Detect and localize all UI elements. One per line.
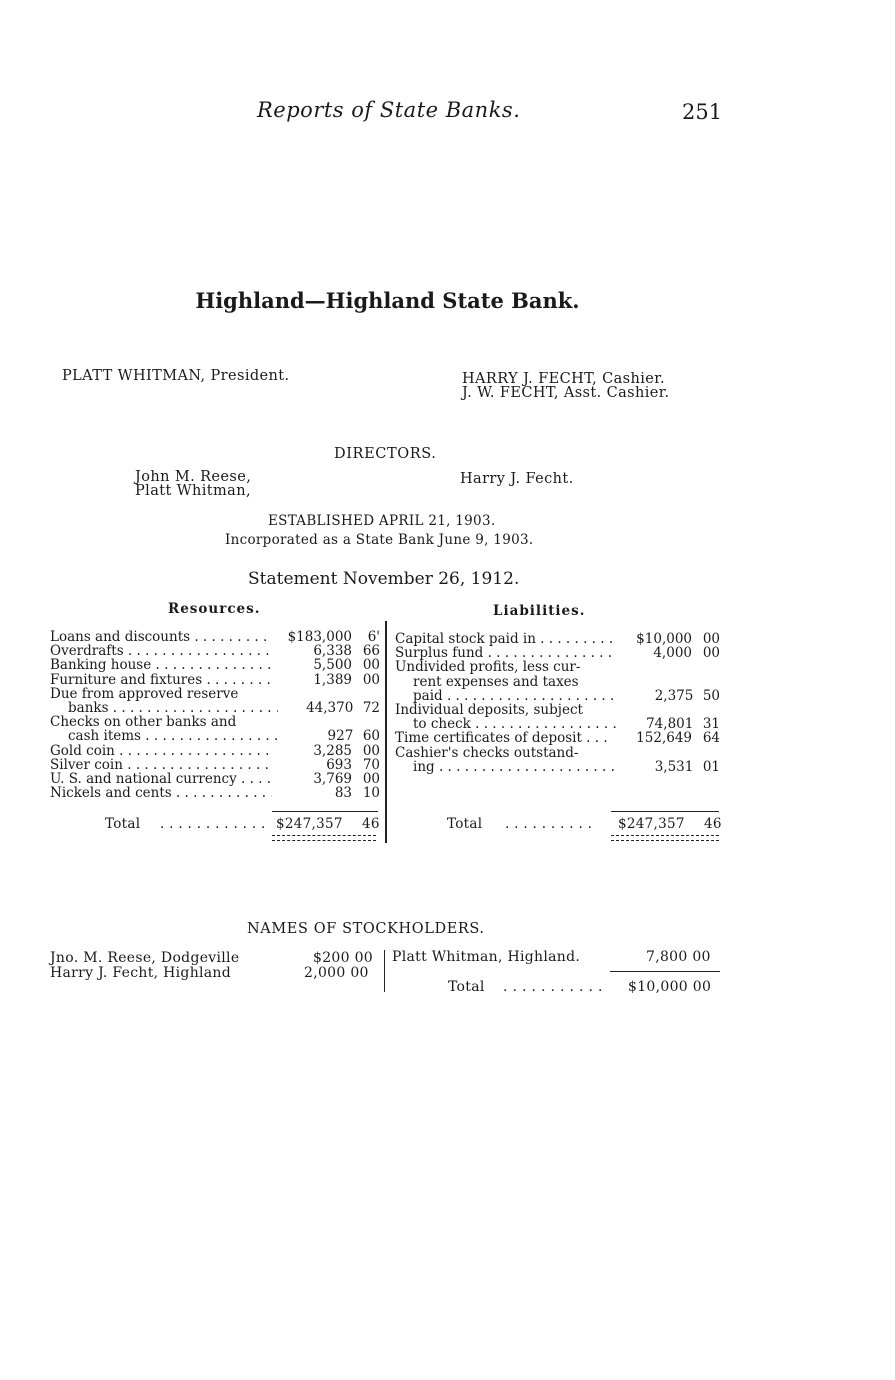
stockholder-amount: $200 00 (313, 950, 373, 966)
row-label: Cashier's checks outstand- (395, 745, 579, 760)
row-label: paid . . . (395, 689, 618, 703)
table-row (50, 786, 380, 800)
row-label: Nickels and cents . . . (50, 786, 272, 800)
row-label: U. S. and national currency . . . (50, 772, 272, 786)
row-cents: 00 (362, 742, 380, 759)
statement-title: Statement November 26, 1912. (248, 569, 520, 589)
row-label: rent expenses and taxes (413, 674, 579, 689)
director-name: Harry J. Fecht. (460, 471, 574, 487)
director-name: John M. Reese, (135, 469, 252, 485)
liabilities-total-cents: 46 (704, 816, 722, 832)
stock-divider (384, 950, 385, 992)
row-cents: 60 (362, 728, 380, 745)
table-row (395, 731, 720, 745)
row-cents: 00 (702, 631, 720, 647)
row-label: Checks on other banks and (50, 715, 237, 730)
row-dollars: 693 (326, 756, 352, 773)
table-row (50, 658, 380, 672)
total-rule (272, 811, 378, 812)
president-line: PLATT WHITMAN, President. (62, 368, 290, 384)
cashier-line: HARRY J. FECHT, Cashier. (462, 371, 666, 387)
row-dollars: 83 (334, 785, 352, 802)
row-dollars: 1,389 (313, 671, 352, 688)
table-row (395, 660, 720, 674)
row-cents: 64 (702, 730, 720, 747)
table-row (50, 729, 380, 743)
leader-dots: . . . . . . . . . . (505, 816, 593, 832)
table-row (50, 744, 380, 758)
table-row (395, 760, 720, 774)
row-label: Gold coin . . . (50, 744, 272, 758)
row-dollars: $183,000 (287, 629, 352, 645)
leader-dots: . . . . . . . . . . . (503, 979, 603, 995)
row-label: Undivided profits, less cur- (395, 660, 581, 675)
stockholder-amount: 7,800 00 (646, 949, 711, 965)
row-cents: 70 (362, 756, 380, 773)
row-label: Loans and discounts . . . (50, 630, 272, 644)
bank-title: Highland—Highland State Bank. (195, 288, 580, 313)
row-label: cash items . . . (50, 729, 278, 743)
row-label: Individual deposits, subject (395, 703, 583, 718)
row-cents: 01 (702, 758, 720, 775)
table-row (50, 701, 380, 715)
table-row (395, 717, 720, 731)
liabilities-total-dollars: $247,357 (618, 816, 685, 832)
row-dollars: 927 (327, 728, 354, 745)
table-row (50, 673, 380, 687)
row-dollars: 3,531 (654, 758, 694, 775)
resources-total-cents: 46 (362, 816, 380, 832)
double-rule (272, 835, 376, 841)
column-divider (385, 621, 387, 843)
stockholder-name: Jno. M. Reese, Dodgeville (50, 950, 240, 966)
table-row (395, 675, 720, 689)
table-row (395, 646, 720, 660)
stockholder-name: Harry J. Fecht, Highland (50, 965, 232, 981)
running-title: Reports of State Banks. (257, 98, 521, 122)
resources-total-dollars: $247,357 (276, 816, 343, 832)
row-dollars: $10,000 (636, 631, 692, 647)
incorporated-line: Incorporated as a State Bank June 9, 1903. (225, 532, 534, 548)
table-row (50, 758, 380, 772)
established-line: ESTABLISHED APRIL 21, 1903. (268, 513, 496, 529)
directors-heading: DIRECTORS. (334, 446, 437, 462)
row-dollars: 4,000 (653, 645, 692, 662)
row-label: banks . . . (50, 701, 278, 715)
row-dollars: 3,285 (313, 742, 352, 759)
row-label: to check . . . (395, 717, 618, 731)
row-cents: 72 (362, 700, 380, 717)
table-row (395, 746, 720, 760)
row-dollars: 74,801 (646, 716, 694, 733)
row-label: ing . . . (395, 760, 618, 774)
row-cents: 00 (362, 657, 380, 674)
director-name: Platt Whitman, (135, 483, 251, 499)
row-cents: 50 (702, 687, 720, 704)
table-row (50, 772, 380, 786)
table-row (50, 644, 380, 658)
resources-table (50, 630, 380, 800)
row-label: Time certificates of deposit . . . (395, 731, 612, 745)
total-rule (611, 811, 719, 812)
row-label: Silver coin . . . (50, 758, 272, 772)
table-row (395, 703, 720, 717)
row-label: Capital stock paid in . . . (395, 632, 612, 646)
stock-total-label: Total (448, 979, 485, 995)
row-cents: 31 (702, 716, 720, 733)
row-label: Surplus fund . . . (395, 646, 612, 660)
row-cents: 00 (362, 671, 380, 688)
table-row (50, 715, 380, 729)
row-cents: 00 (702, 645, 720, 662)
row-dollars: 5,500 (313, 657, 352, 674)
liabilities-table (395, 632, 720, 774)
row-label: Banking house . . . (50, 658, 272, 672)
resources-total-label: Total (105, 816, 141, 832)
table-row (395, 689, 720, 703)
liabilities-heading: Liabilities. (493, 603, 586, 619)
stockholder-name: Platt Whitman, Highland. (392, 949, 581, 965)
row-dollars: 2,375 (654, 687, 694, 704)
stockholder-amount: 2,000 00 (304, 965, 369, 981)
liabilities-total-label: Total (447, 816, 483, 832)
stockholders-heading: NAMES OF STOCKHOLDERS. (247, 921, 485, 937)
row-label: Furniture and fixtures . . . (50, 673, 272, 687)
asst-cashier-line: J. W. FECHT, Asst. Cashier. (462, 385, 670, 401)
row-dollars: 3,769 (313, 771, 352, 788)
double-rule (611, 835, 719, 841)
total-rule (610, 971, 720, 972)
leader-dots: . . . . . . . . . . . . (160, 816, 266, 832)
stock-total-amount: $10,000 00 (628, 979, 712, 995)
row-cents: 66 (362, 643, 380, 660)
table-row (50, 630, 380, 644)
row-label: Overdrafts . . . (50, 644, 272, 658)
table-row (50, 687, 380, 701)
resources-heading: Resources. (168, 601, 261, 617)
row-dollars: 152,649 (636, 730, 692, 747)
row-dollars: 44,370 (306, 700, 354, 717)
row-cents: 10 (362, 785, 380, 802)
row-cents: 00 (362, 771, 380, 788)
table-row (395, 632, 720, 646)
page-number: 251 (682, 100, 723, 124)
row-dollars: 6,338 (313, 643, 352, 660)
row-label: Due from approved reserve (50, 686, 239, 702)
row-cents: 6' (367, 629, 380, 645)
